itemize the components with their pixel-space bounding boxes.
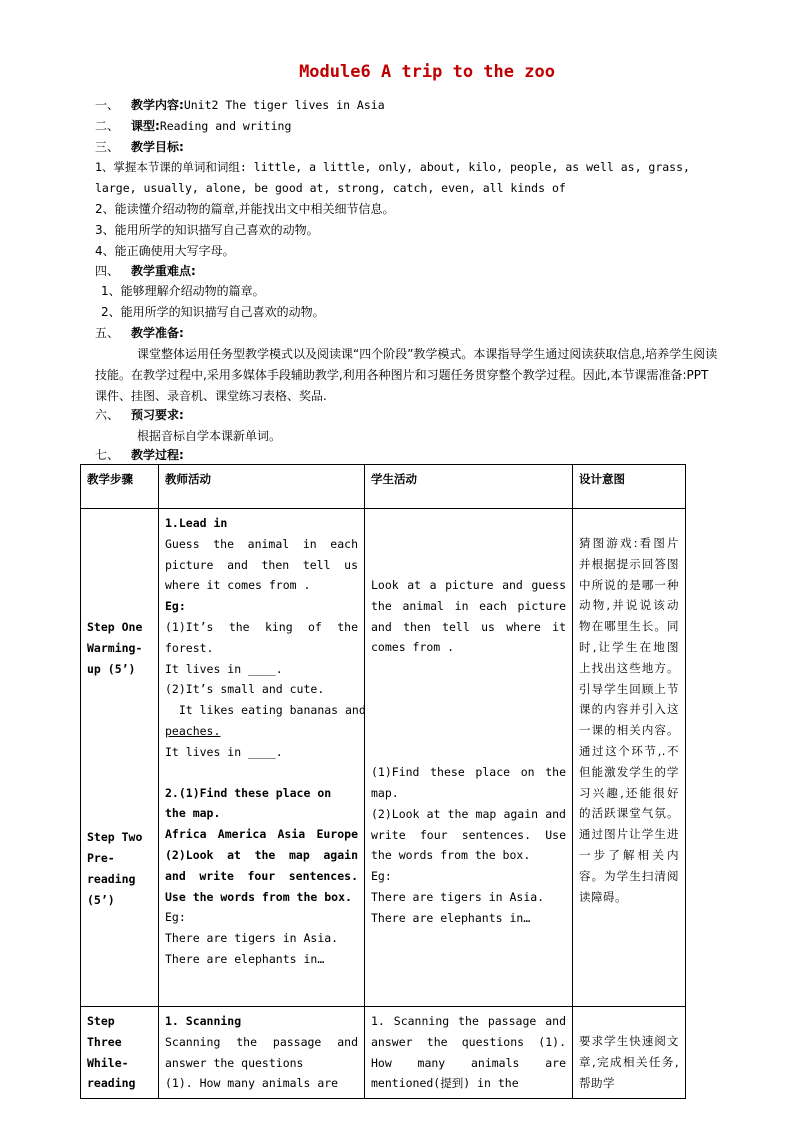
- difficulty-item: 1、能够理解介绍动物的篇章。: [101, 284, 265, 298]
- step-cell: [81, 509, 159, 1007]
- table-header-row: [81, 465, 686, 509]
- table-row-warming-up: [81, 509, 686, 1007]
- table-row-while-reading: [81, 1007, 686, 1099]
- section-objectives: 三、 教学目标:: [95, 140, 184, 154]
- header-student: 学生活动: [365, 465, 573, 509]
- teacher-activity-cell: 1. Scanning Scanning the passage and answer the questions (1). How many animals are: [159, 1007, 365, 1099]
- section-preparation: 五、 教学准备:: [95, 326, 184, 340]
- section-difficulties: 四、 教学重难点:: [95, 264, 196, 278]
- preview-text: 根据音标自学本课新单词。: [137, 429, 282, 443]
- header-teacher: 教师活动: [159, 465, 365, 509]
- section-preview: 六、 预习要求:: [95, 408, 184, 422]
- student-activity-cell: Look at a picture and guess the animal in each picture and then tell us where it comes from . (1)Find these place on the map. (2)Look at the map again and write four sentences. Use the words from the box. Eg: There are tigers in Asia. There are elephants in…: [365, 509, 573, 1007]
- lesson-process-table: [80, 464, 686, 1099]
- section-process: 七、 教学过程:: [95, 448, 184, 462]
- objective-item: 2、能读懂介绍动物的篇章,并能找出文中相关细节信息。: [95, 202, 395, 216]
- design-intent-cell: 猜图游戏:看图片并根据提示回答图中所说的是哪一种动物,并说说该动物在哪里生长。同时,让学生在地图上找出这些地方。引导学生回顾上节课的内容并引入这一课的相关内容。通过这个环节,.不但能激发学生的学习兴趣,还能很好的活跃课堂气氛。通过图片让学生进一步了解相关内容。为学生扫清阅读障碍。: [573, 509, 686, 1007]
- student-activity-cell: 1. Scanning the passage and answer the questions (1). How many animals are mentioned(提到) in the: [365, 1007, 573, 1099]
- teacher-activity-cell: 1.Lead in Guess the animal in each picture and then tell us where it comes from . Eg: (1)It’s the king of the forest. It lives in ____. (2)It’s small and cute. It likes eating bananas and peaches. It lives in ____. 2.(1)Find these place on the map. Africa America Asia Europe (2)Look at the map again and write four sentences. Use the words from the box. Eg: There are tigers in Asia. There are elephants in…: [159, 509, 365, 1007]
- preparation-text: 课堂整体运用任务型教学模式以及阅读课“四个阶段”教学模式。本课指导学生通过阅读获取信息,培养学生阅读技能。在教学过程中,采用多媒体手段辅助教学,利用各种图片和习题任务贯穿整个教学过程。因此,本节课需准备:PPT课件、挂图、录音机、课堂练习表格、奖品.: [95, 347, 718, 403]
- section-lesson-type: 二、 课型:Reading and writing: [95, 119, 292, 133]
- section-content: 一、 教学内容:Unit2 The tiger lives in Asia: [95, 98, 385, 112]
- step-cell: Step Three While-reading: [81, 1007, 159, 1099]
- page-title: Module6 A trip to the zoo: [299, 62, 555, 82]
- difficulties-list: [101, 281, 726, 323]
- objective-item: 3、能用所学的知识描写自己喜欢的动物。: [95, 223, 319, 237]
- objectives-list: [95, 157, 720, 262]
- header-design: 设计意图: [573, 465, 686, 509]
- design-intent-cell: 要求学生快速阅文章,完成相关任务,帮助学: [573, 1007, 686, 1099]
- step-label: Step One Warming-up (5’): [87, 620, 143, 676]
- objective-item: 4、能正确使用大写字母。: [95, 244, 235, 258]
- difficulty-item: 2、能用所学的知识描写自己喜欢的动物。: [101, 305, 325, 319]
- header-step: 教学步骤: [81, 465, 159, 509]
- step-label: Step Two Pre-reading (5’): [87, 830, 143, 907]
- objective-item: 1、掌握本节课的单词和词组: little, a little, only, about, kilo, people, as well as, grass, large, usually, alone, be good at, strong, catch, even, all kinds of: [95, 160, 690, 195]
